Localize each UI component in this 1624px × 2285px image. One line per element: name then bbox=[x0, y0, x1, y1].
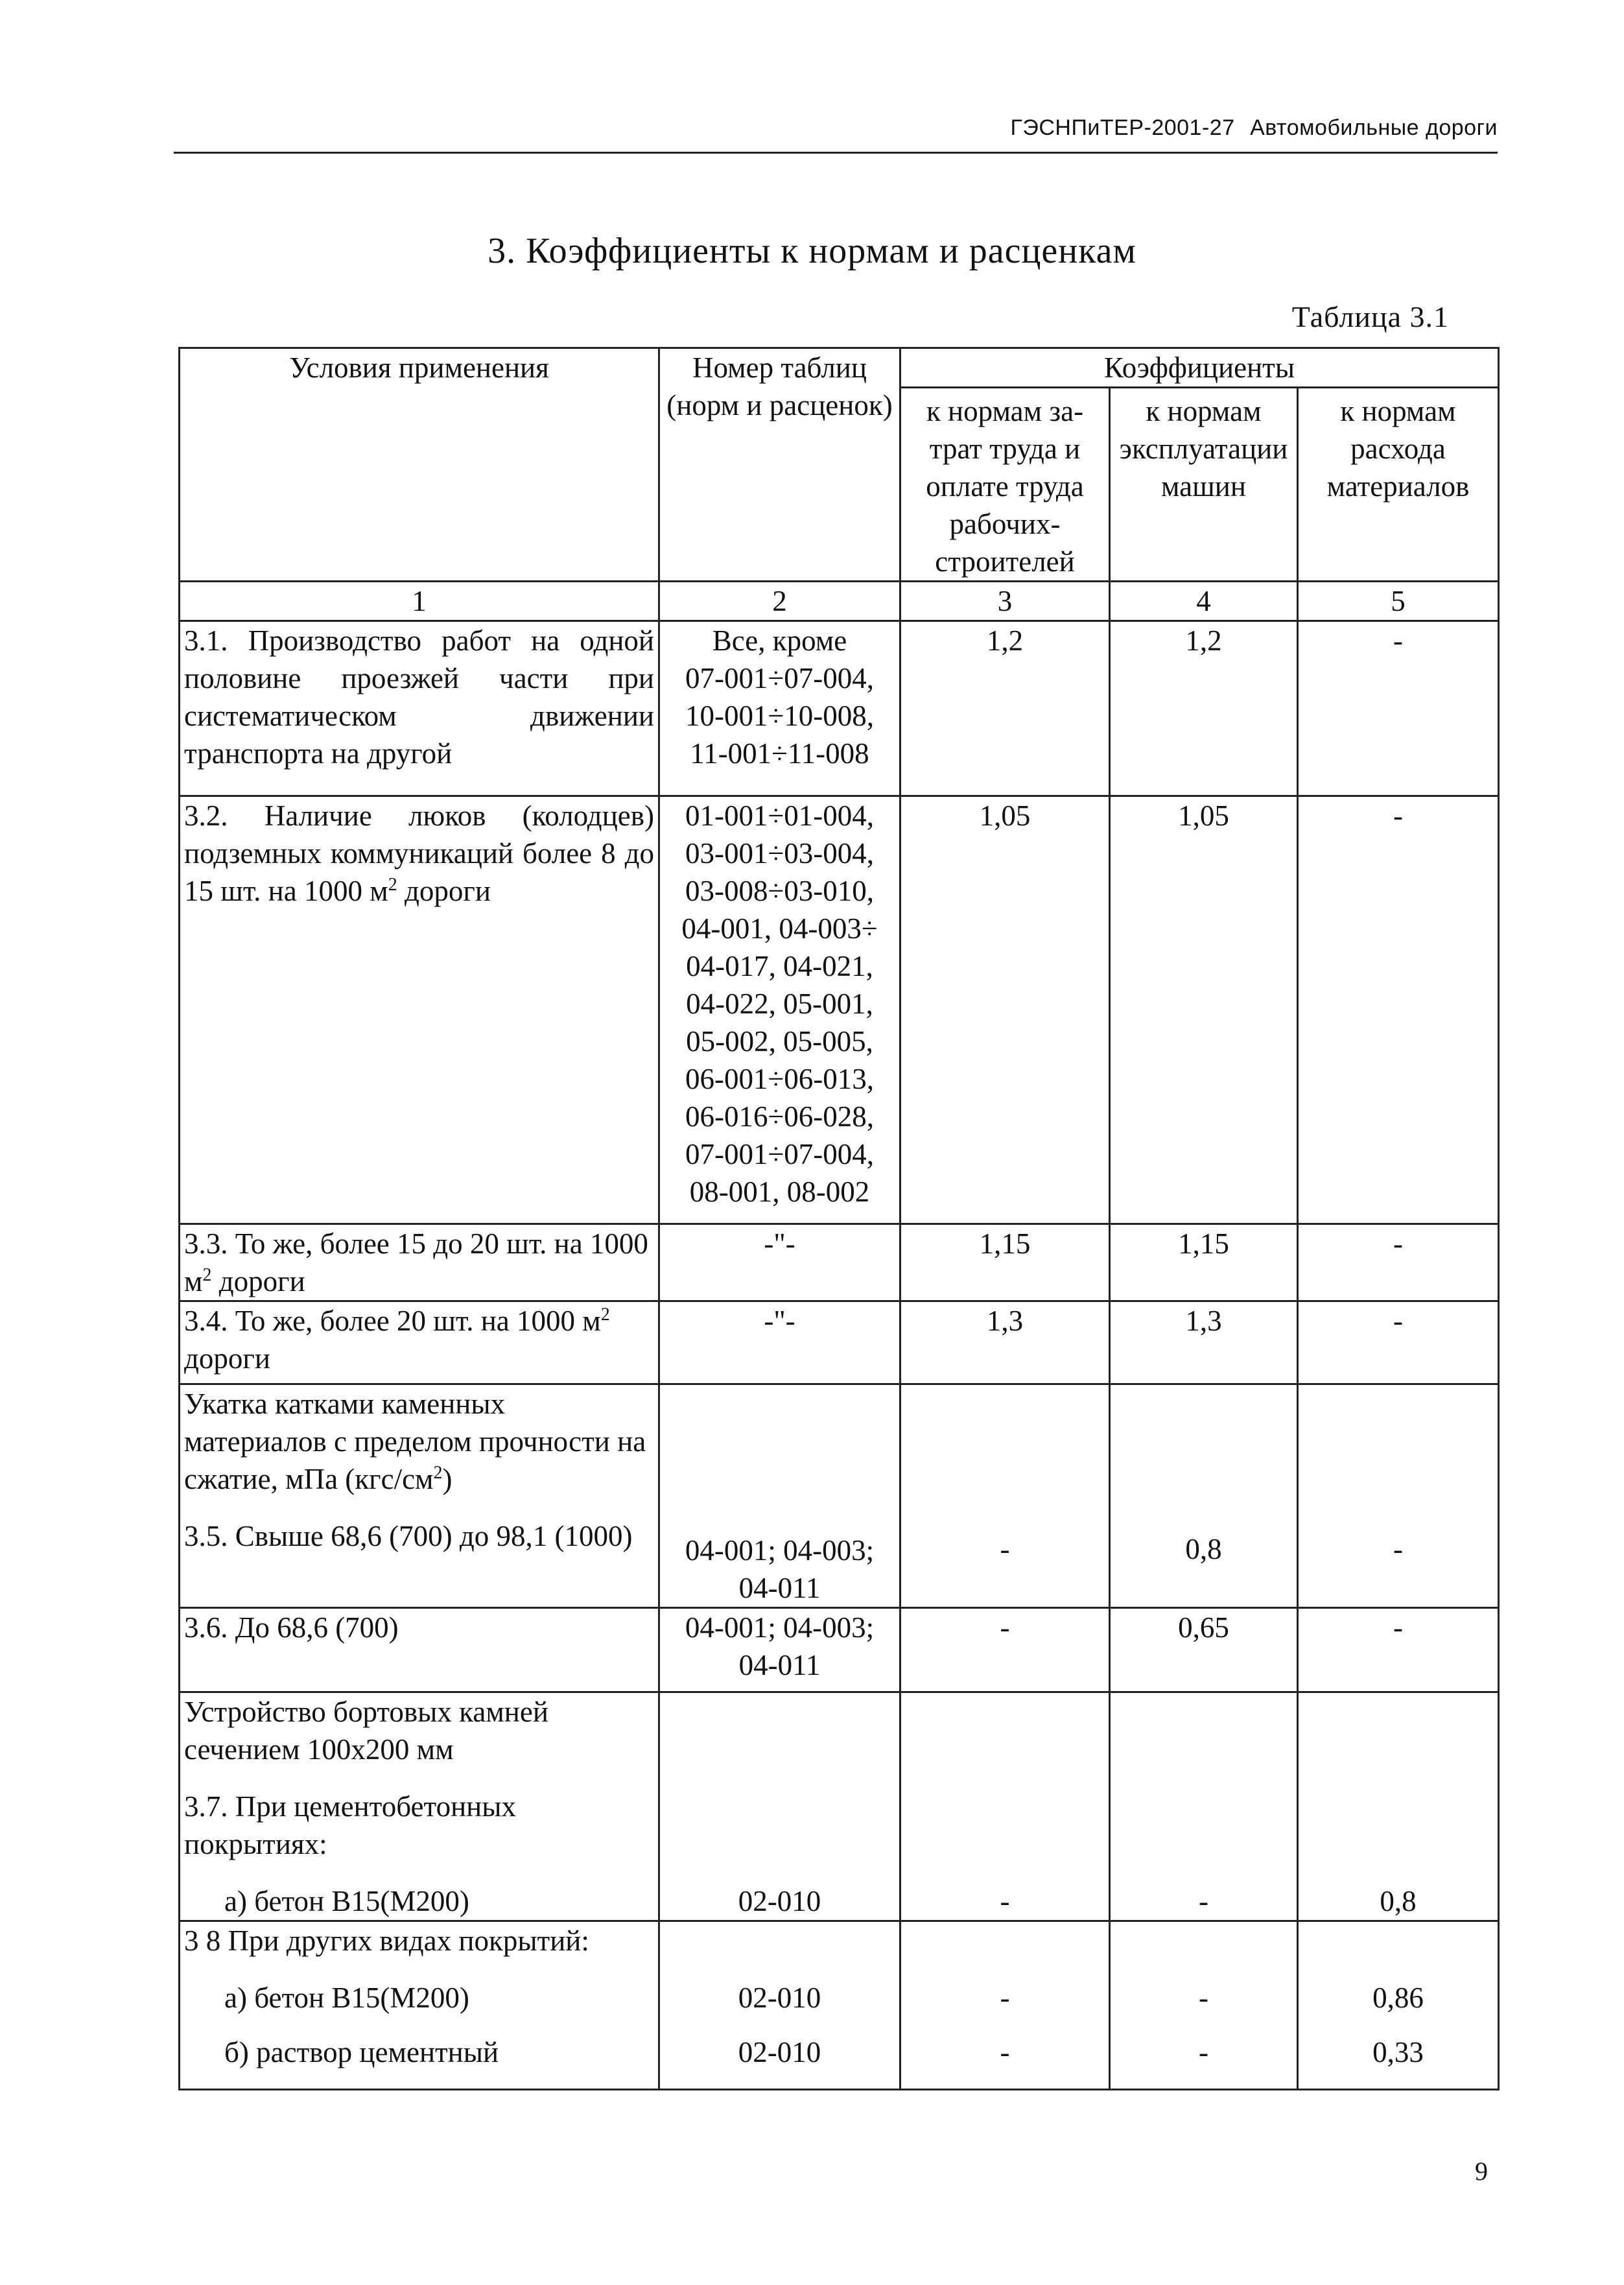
labor-cell: - bbox=[900, 1384, 1110, 1608]
condition-cell: 3.1. Производство работ на одной половине проезжей части при систематическом движении транспорта на другой bbox=[180, 621, 659, 796]
running-subtitle: Автомобильные дороги bbox=[1250, 115, 1498, 140]
table-row bbox=[180, 1301, 1499, 1384]
table-row bbox=[180, 621, 1499, 796]
tables-cell: -"- bbox=[659, 1224, 900, 1301]
table-row bbox=[180, 1692, 1499, 1921]
tables-cell: 02-010 02-010 bbox=[659, 1921, 900, 2090]
materials-cell: 0,8 bbox=[1298, 1692, 1499, 1921]
table-row bbox=[180, 1608, 1499, 1692]
tables-cell: 02-010 bbox=[659, 1692, 900, 1921]
table-row bbox=[180, 1224, 1499, 1301]
header-materials: к нормам расхода материалов bbox=[1298, 388, 1499, 582]
group-heading: Укатка катками каменных материалов с пределом прочности на сжатие, мПа $(кгс/см^2)$ bbox=[184, 1388, 646, 1495]
tables-cell: 04-001; 04-003; 04-011 bbox=[659, 1384, 900, 1608]
materials-cell: - bbox=[1298, 1224, 1499, 1301]
materials-cell: - bbox=[1298, 1384, 1499, 1608]
page-number: 9 bbox=[1475, 2157, 1488, 2186]
table-label: Таблица 3.1 bbox=[1291, 300, 1449, 333]
machines-cell: 0,65 bbox=[1110, 1608, 1298, 1692]
labor-cell: - bbox=[900, 1692, 1110, 1921]
machines-cell: 0,8 bbox=[1110, 1384, 1298, 1608]
running-header bbox=[174, 112, 1498, 154]
column-number: 5 bbox=[1298, 582, 1499, 621]
condition-cell: 3.6. До 68,6 (700) bbox=[180, 1608, 659, 1692]
labor-cell: 1,05 bbox=[900, 796, 1110, 1224]
table-row bbox=[180, 1921, 1499, 2090]
condition-cell: Укатка катками каменных материалов с пределом прочности на сжатие, мПа $(кгс/см^2)$ 3.5. Свыше 68,6 (700) до 98,1 (1000) bbox=[180, 1384, 659, 1608]
column-number: 1 bbox=[180, 582, 659, 621]
labor-cell: 1,15 bbox=[900, 1224, 1110, 1301]
materials-cell: 0,86 0,33 bbox=[1298, 1921, 1499, 2090]
column-number: 4 bbox=[1110, 582, 1298, 621]
labor-cell: - bbox=[900, 1608, 1110, 1692]
column-numbers-row bbox=[180, 582, 1499, 621]
machines-cell: 1,15 bbox=[1110, 1224, 1298, 1301]
materials-cell: - bbox=[1298, 796, 1499, 1224]
table-row bbox=[180, 796, 1499, 1224]
tables-cell: Все, кроме 07-001÷07-004, 10-001÷10-008, 11-001÷11-008 bbox=[659, 621, 900, 796]
condition-cell: 3.2. Наличие люков (колодцев) подземных коммуникаций более 8 до 15 шт. на 1000 $м^2$ дороги bbox=[180, 796, 659, 1224]
materials-cell: - bbox=[1298, 1301, 1499, 1384]
labor-cell: 1,3 bbox=[900, 1301, 1110, 1384]
labor-cell: - - bbox=[900, 1921, 1110, 2090]
header-conditions: Условия применения bbox=[180, 348, 659, 582]
tables-cell: -"- bbox=[659, 1301, 900, 1384]
section-title: 3. Коэффициенты к нормам и расценкам bbox=[488, 231, 1136, 271]
coefficients-table bbox=[178, 347, 1500, 2090]
column-number: 3 bbox=[900, 582, 1110, 621]
running-title: ГЭСНПиТЕР-2001-27 bbox=[1010, 115, 1235, 140]
condition-cell: Устройство бортовых камней сечением 100х200 мм 3.7. При цементобетонных покрытиях: а) бетон В15(М200) bbox=[180, 1692, 659, 1921]
machines-cell: - bbox=[1110, 1692, 1298, 1921]
group-heading: Устройство бортовых камней сечением 100х200 мм bbox=[184, 1696, 548, 1766]
labor-cell: 1,2 bbox=[900, 621, 1110, 796]
header-coefficients: Коэффициенты bbox=[900, 348, 1499, 388]
machines-cell: 1,2 bbox=[1110, 621, 1298, 796]
condition-cell: 3.3. То же, более 15 до 20 шт. на 1000 $м^2$ дороги bbox=[180, 1224, 659, 1301]
header-labor: к нормам за- трат труда и оплате труда рабочих- строителей bbox=[900, 388, 1110, 582]
machines-cell: - - bbox=[1110, 1921, 1298, 2090]
machines-cell: 1,05 bbox=[1110, 796, 1298, 1224]
column-number: 2 bbox=[659, 582, 900, 621]
header-table-numbers: Номер таблиц (норм и расценок) bbox=[659, 348, 900, 582]
header-machines: к нормам эксплуатации машин bbox=[1110, 388, 1298, 582]
materials-cell: - bbox=[1298, 1608, 1499, 1692]
condition-cell: 3.4. То же, более 20 шт. на 1000 $м^2$ дороги bbox=[180, 1301, 659, 1384]
tables-cell: 04-001; 04-003; 04-011 bbox=[659, 1608, 900, 1692]
materials-cell: - bbox=[1298, 621, 1499, 796]
condition-cell: 3 8 При других видах покрытий: а) бетон В15(М200) б) раствор цементный bbox=[180, 1921, 659, 2090]
table-row bbox=[180, 1384, 1499, 1608]
machines-cell: 1,3 bbox=[1110, 1301, 1298, 1384]
tables-cell: 01-001÷01-004, 03-001÷03-004, 03-008÷03-010, 04-001, 04-003÷ 04-017, 04-021, 04-022, 05-001, 05-002, 05-005, 06-001÷06-013, 06-016÷06-028, 07-001÷07-004, 08-001, 08-002 bbox=[659, 796, 900, 1224]
